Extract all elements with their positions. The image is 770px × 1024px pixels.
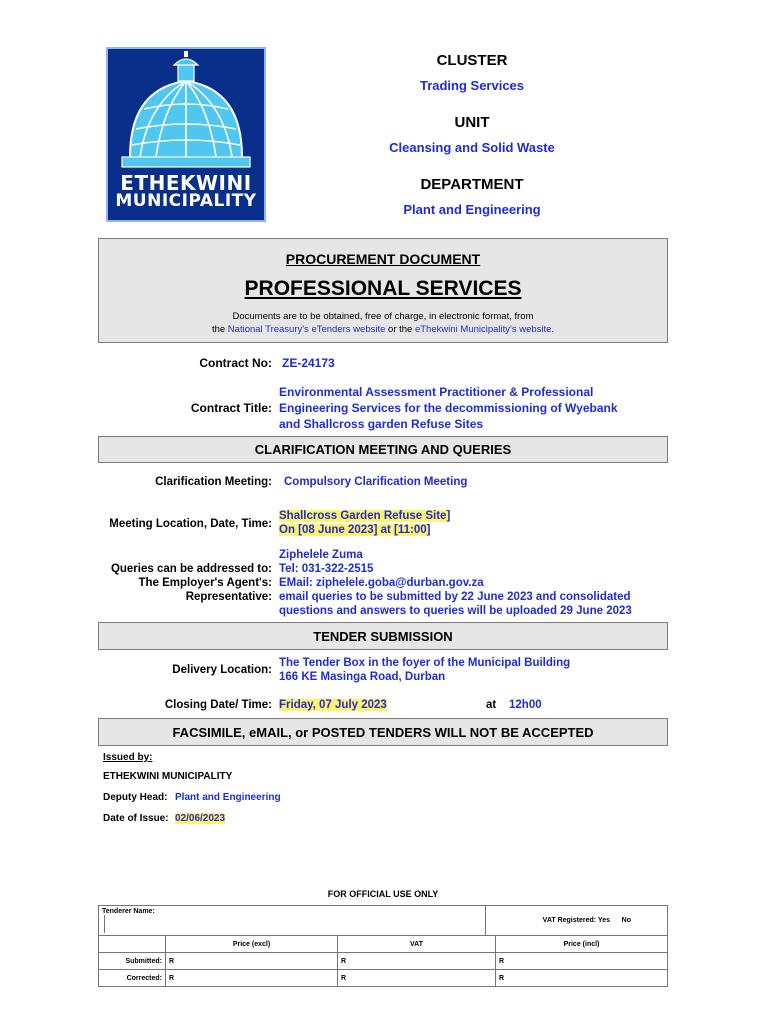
date-of-issue-label: Date of Issue: — [103, 813, 169, 824]
department-label: DEPARTMENT — [420, 176, 524, 193]
queries-note-line1: email queries to be submitted by 22 June 2023 and consolidated — [279, 591, 631, 603]
closing-at-label: at — [486, 699, 497, 711]
queries-label-line1: Queries can be addressed to: — [110, 563, 272, 575]
queries-note-line2: questions and answers to queries will be uploaded 29 June 2023 — [279, 605, 632, 617]
queries-contact-email[interactable]: EMail: ziphelele.goba@durban.gov.za — [279, 577, 484, 589]
tender-submission-header: TENDER SUBMISSION — [98, 622, 668, 650]
header-blank-cell — [99, 936, 166, 953]
meeting-location-label: Meeting Location, Date, Time: — [109, 518, 272, 530]
table-row — [99, 936, 668, 953]
table-row — [99, 906, 668, 936]
procurement-title: PROFESSIONAL SERVICES — [244, 277, 522, 300]
issued-by-label: Issued by: — [103, 752, 153, 763]
contract-title-line1: Environmental Assessment Practitioner & Professional — [279, 385, 594, 399]
procurement-note-line2 — [99, 324, 667, 335]
submitted-label: Submitted: — [99, 953, 166, 970]
corrected-vat[interactable]: R — [338, 970, 496, 987]
vat-registered-yes[interactable]: VAT Registered: Yes — [542, 917, 610, 924]
table-row — [99, 970, 668, 987]
corrected-label: Corrected: — [99, 970, 166, 987]
queries-contact-tel: Tel: 031-322-2515 — [279, 563, 374, 575]
clarification-section-header: CLARIFICATION MEETING AND QUERIES — [98, 436, 668, 463]
department-value: Plant and Engineering — [403, 202, 541, 217]
official-use-table — [98, 905, 668, 987]
meeting-location-line1 — [279, 510, 450, 522]
date-of-issue-value: 02/06/2023 — [175, 813, 226, 824]
contract-title-line3: and Shallcross garden Refuse Sites — [279, 417, 484, 431]
price-excl-header: Price (excl) — [166, 936, 338, 953]
contract-title-label: Contract Title: — [190, 401, 272, 415]
unit-label: UNIT — [454, 114, 490, 131]
procurement-box — [98, 238, 668, 343]
table-row — [99, 953, 668, 970]
queries-label-line3: Representative: — [185, 591, 272, 603]
vat-registered-cell — [486, 906, 668, 936]
date-of-issue-wrap — [175, 813, 225, 824]
official-use-title: FOR OFFICIAL USE ONLY — [327, 889, 439, 899]
closing-time-value: 12h00 — [509, 699, 542, 711]
closing-date-wrap — [279, 699, 387, 711]
unit-value: Cleansing and Solid Waste — [389, 140, 555, 155]
meeting-location-line2 — [279, 524, 430, 536]
contract-title-line2: Engineering Services for the decommissioning of Wyebank — [279, 401, 618, 415]
clarification-meeting-label: Clarification Meeting: — [155, 476, 272, 488]
cluster-label: CLUSTER — [436, 52, 508, 69]
procurement-note-line1: Documents are to be obtained, free of charge, in electronic format, from — [232, 311, 534, 322]
queries-contact-name: Ziphelele Zuma — [279, 549, 363, 561]
corrected-price-incl[interactable]: R — [496, 970, 668, 987]
tenderer-name-cell — [99, 906, 486, 936]
delivery-location-label: Delivery Location: — [172, 664, 272, 676]
delivery-location-line1: The Tender Box in the foyer of the Municipal Building — [279, 657, 571, 669]
contract-no-label: Contract No: — [199, 356, 272, 370]
vat-registered-no[interactable]: No — [621, 917, 631, 924]
closing-date-label: Closing Date/ Time: — [164, 699, 272, 711]
note-prefix: the — [211, 324, 226, 335]
meeting-location-site: Shallcross Garden Refuse Site] — [279, 510, 451, 522]
clarification-meeting-value: Compulsory Clarification Meeting — [284, 476, 468, 488]
issuer-org: ETHEKWINI MUNICIPALITY — [103, 771, 233, 782]
meeting-location-datetime: On [08 June 2023] at [11:00] — [279, 524, 431, 536]
logo-text-line1: ETHEKWINI — [120, 171, 252, 195]
deputy-head-value: Plant and Engineering — [175, 792, 281, 803]
municipality-logo — [106, 47, 266, 222]
submitted-price-incl[interactable]: R — [496, 953, 668, 970]
deputy-head-label: Deputy Head: — [103, 792, 168, 803]
tenderer-name-label: Tenderer Name: — [102, 908, 155, 915]
contract-no-value: ZE-24173 — [282, 356, 335, 370]
procurement-doc-label: PROCUREMENT DOCUMENT — [285, 251, 481, 267]
corrected-price-excl[interactable]: R — [166, 970, 338, 987]
queries-label-line2: The Employer's Agent's: — [138, 577, 272, 589]
submitted-vat[interactable]: R — [338, 953, 496, 970]
price-incl-header: Price (incl) — [496, 936, 668, 953]
submitted-price-excl[interactable]: R — [166, 953, 338, 970]
warning-bar: FACSIMILE, eMAIL, or POSTED TENDERS WILL NOT BE ACCEPTED — [98, 718, 668, 746]
cluster-value: Trading Services — [419, 78, 525, 93]
tenderer-name-field[interactable] — [104, 915, 440, 933]
etenders-link[interactable]: National Treasury's eTenders website — [227, 324, 386, 335]
note-mid: or the — [388, 324, 413, 335]
logo-text-line2: MUNICIPALITY — [115, 191, 257, 211]
ethekwini-website-link[interactable]: eThekwini Municipality's website. — [414, 324, 555, 335]
closing-date-value: Friday, 07 July 2023 — [279, 699, 387, 711]
vat-header: VAT — [338, 936, 496, 953]
delivery-location-line2: 166 KE Masinga Road, Durban — [279, 671, 446, 683]
